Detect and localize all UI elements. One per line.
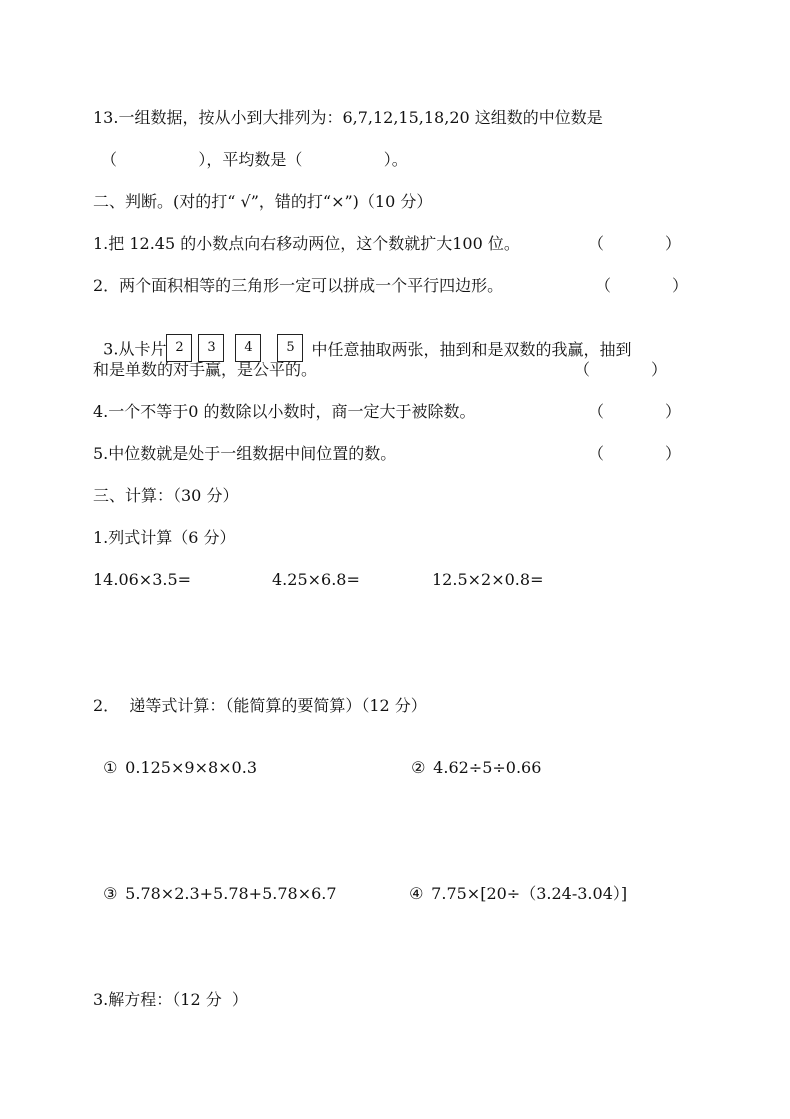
calc-item-1-num: ①	[103, 758, 118, 777]
judge-item-5-paren: （ ）	[588, 444, 682, 463]
section2-title: 二、判断。(对的打“ √”，错的打“×”)（10 分）	[93, 192, 433, 211]
calc-item-2-expr: 4.62÷5÷0.66	[433, 758, 542, 777]
judge-item-2-paren: （ ）	[595, 276, 689, 295]
q13-line1: 13.一组数据，按从小到大排列为：6,7,12,15,18,20 这组数的中位数是	[93, 108, 603, 127]
calc-item-4	[399, 864, 627, 904]
calc-item-1-expr: 0.125×9×8×0.3	[125, 758, 257, 777]
judge-item-3-line2: 和是单数的对手赢，是公平的。	[93, 360, 318, 379]
section3-title: 三、计算：（30 分）	[93, 486, 239, 505]
calc-expr-2: 4.25×6.8=	[272, 570, 360, 589]
judge-item-4-text: 4.一个不等于0 的数除以小数时，商一定大于被除数。	[93, 402, 476, 421]
q13-line2: （ ），平均数是（ ）。	[101, 150, 408, 169]
calc-part1-title: 1.列式计算（6 分）	[93, 528, 236, 547]
judge-item-3-prefix: 3.从卡片	[103, 339, 167, 359]
calc-item-3	[93, 864, 337, 904]
calc-part3-title: 3.解方程：（12 分 ）	[93, 990, 248, 1009]
calc-item-1	[93, 738, 257, 778]
card-3: 3	[198, 334, 224, 362]
calc-expr-1: 14.06×3.5=	[93, 570, 192, 589]
calc-item-4-num: ④	[409, 884, 424, 903]
calc-item-2	[401, 738, 541, 778]
judge-item-5-text: 5.中位数就是处于一组数据中间位置的数。	[93, 444, 397, 463]
card-2: 2	[166, 334, 192, 362]
card-4: 4	[235, 334, 261, 362]
calc-item-3-num: ③	[103, 884, 118, 903]
calc-item-3-expr: 5.78×2.3+5.78+5.78×6.7	[125, 884, 337, 903]
judge-item-1-paren: （ ）	[588, 234, 682, 253]
judge-item-3-line	[93, 318, 631, 362]
judge-item-2-text: 2．两个面积相等的三角形一定可以拼成一个平行四边形。	[93, 276, 504, 295]
calc-part2-title: 2． 递等式计算：（能简算的要简算）（12 分）	[93, 696, 427, 715]
calc-item-2-num: ②	[411, 758, 426, 777]
calc-expr-3: 12.5×2×0.8=	[432, 570, 544, 589]
judge-item-3-paren: （ ）	[574, 360, 668, 379]
calc-item-4-expr: 7.75×[20÷（3.24-3.04）]	[431, 884, 628, 903]
judge-item-1-text: 1.把 12.45 的小数点向右移动两位，这个数就扩大100 位。	[93, 234, 520, 253]
card-5: 5	[277, 334, 303, 362]
judge-item-4-paren: （ ）	[588, 402, 682, 421]
judge-item-3-suffix: 中任意抽取两张，抽到和是双数的我赢，抽到	[311, 339, 632, 359]
